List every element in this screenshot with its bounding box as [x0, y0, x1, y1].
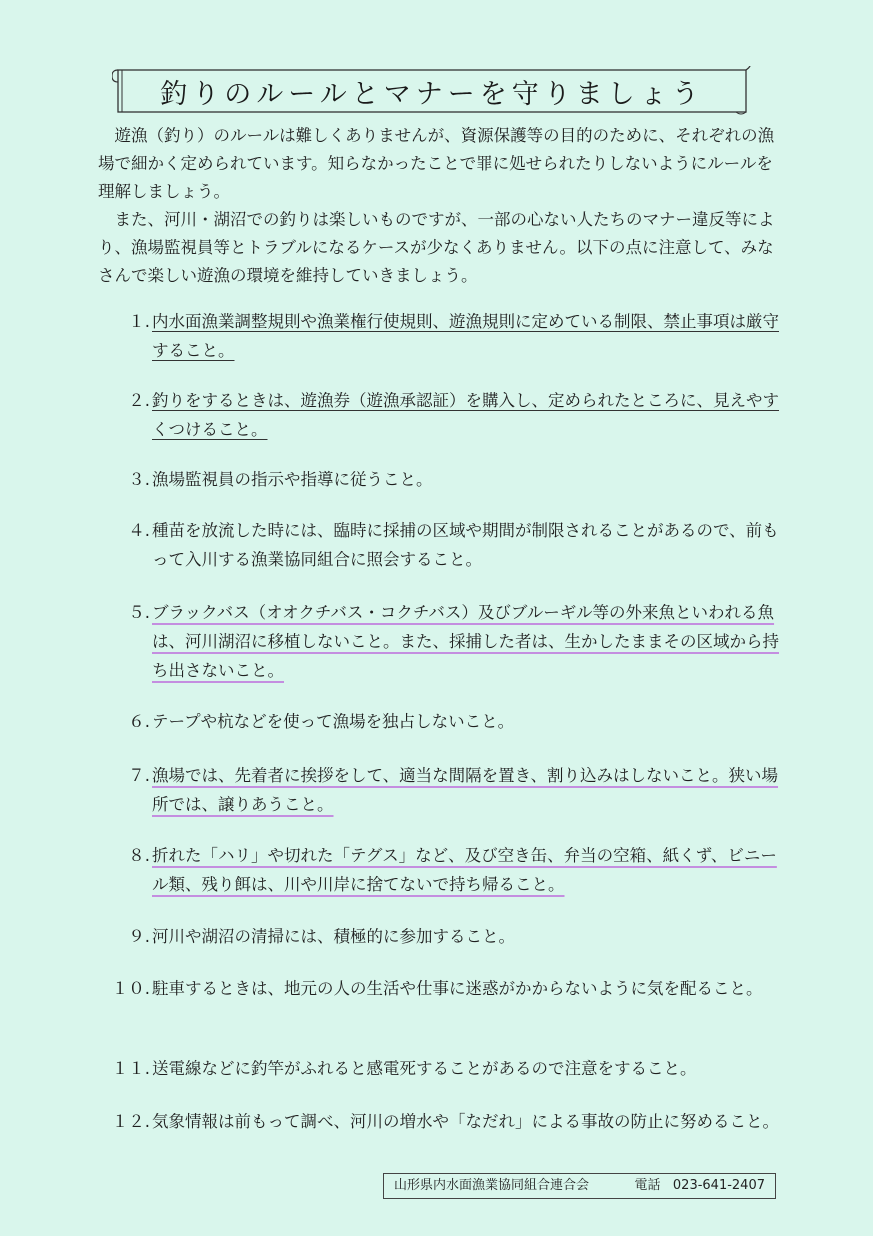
rule-text: 送電線などに釣竿がふれると感電死することがあるので注意をすること。 — [152, 1059, 697, 1078]
phone-info — [634, 1174, 765, 1198]
intro-text — [98, 122, 788, 290]
rule-text: 河川や湖沼の清掃には、積極的に参加すること。 — [152, 927, 515, 946]
rule-text: 漁場監視員の指示や指導に従うこと。 — [152, 470, 433, 489]
rule-text: 内水面漁業調整規則や漁業権行使規則、遊漁規則に定めている制限、禁止事項は厳守すること。 — [152, 312, 779, 360]
rule-number: ７. — [128, 766, 150, 785]
rule-number: ８. — [128, 846, 150, 865]
rule-text: 釣りをするときは、遊漁券（遊漁承認証）を購入し、定められたところに、見えやすくつけること。 — [152, 391, 779, 439]
rule-number: ２. — [128, 391, 150, 410]
rule-text: 種苗を放流した時には、臨時に採捕の区域や期間が制限されることがあるので、前もって入川する漁業協同組合に照会すること。 — [152, 521, 779, 569]
page-title: 釣りのルールとマナーを守りましょう — [160, 78, 704, 110]
rule-text: 駐車するときは、地元の人の生活や仕事に迷惑がかからないように気を配ること。 — [152, 979, 763, 998]
rule-number: ３. — [128, 470, 150, 489]
rule-number: ９. — [128, 927, 150, 946]
contact-footer — [383, 1173, 776, 1199]
phone-number: 023-641-2407 — [672, 1178, 765, 1193]
intro-paragraph-1: 遊漁（釣り）のルールは難しくありませんが、資源保護等の目的のために、それぞれの漁場で細かく定められています。知らなかったことで罪に処せられたりしないようにルールを理解しましょう。 — [98, 126, 775, 201]
rule-number: １. — [128, 312, 150, 331]
rule-text: 折れた「ハリ」や切れた「テグス」など、及び空き缶、弁当の空箱、紙くず、ビニール類、残り餌は、川や川岸に捨てないで持ち帰ること。 — [152, 846, 777, 894]
phone-label: 電話 — [634, 1178, 661, 1193]
organization-name: 山形県内水面漁業協同組合連合会 — [394, 1178, 590, 1193]
rule-number: １２. — [111, 1112, 150, 1131]
intro-paragraph-2: また、河川・湖沼での釣りは楽しいものですが、一部の心ない人たちのマナー違反等により、漁場監視員等とトラブルになるケースが少なくありません。以下の点に注意して、みなさんで楽しい遊漁の環境を維持していきましょう。 — [98, 210, 775, 285]
rule-number: １１. — [111, 1059, 150, 1078]
rule-number: １０. — [111, 979, 150, 998]
rule-number: ４. — [128, 521, 150, 540]
rule-number: ５. — [128, 603, 150, 622]
rule-text: ブラックバス（オオクチバス・コクチバス）及びブルーギル等の外来魚といわれる魚は、河川湖沼に移植しないこと。また、採捕した者は、生かしたままその区域から持ち出さないこと。 — [152, 603, 779, 680]
rule-text: 漁場では、先着者に挨拶をして、適当な間隔を置き、割り込みはしないこと。狭い場所では、譲りあうこと。 — [152, 766, 779, 814]
rule-text: テープや杭などを使って漁場を独占しないこと。 — [152, 712, 515, 731]
rule-text: 気象情報は前もって調べ、河川の増水や「なだれ」による事故の防止に努めること。 — [152, 1112, 779, 1131]
rule-number: ６. — [128, 712, 150, 731]
title-scroll-banner — [112, 66, 752, 116]
